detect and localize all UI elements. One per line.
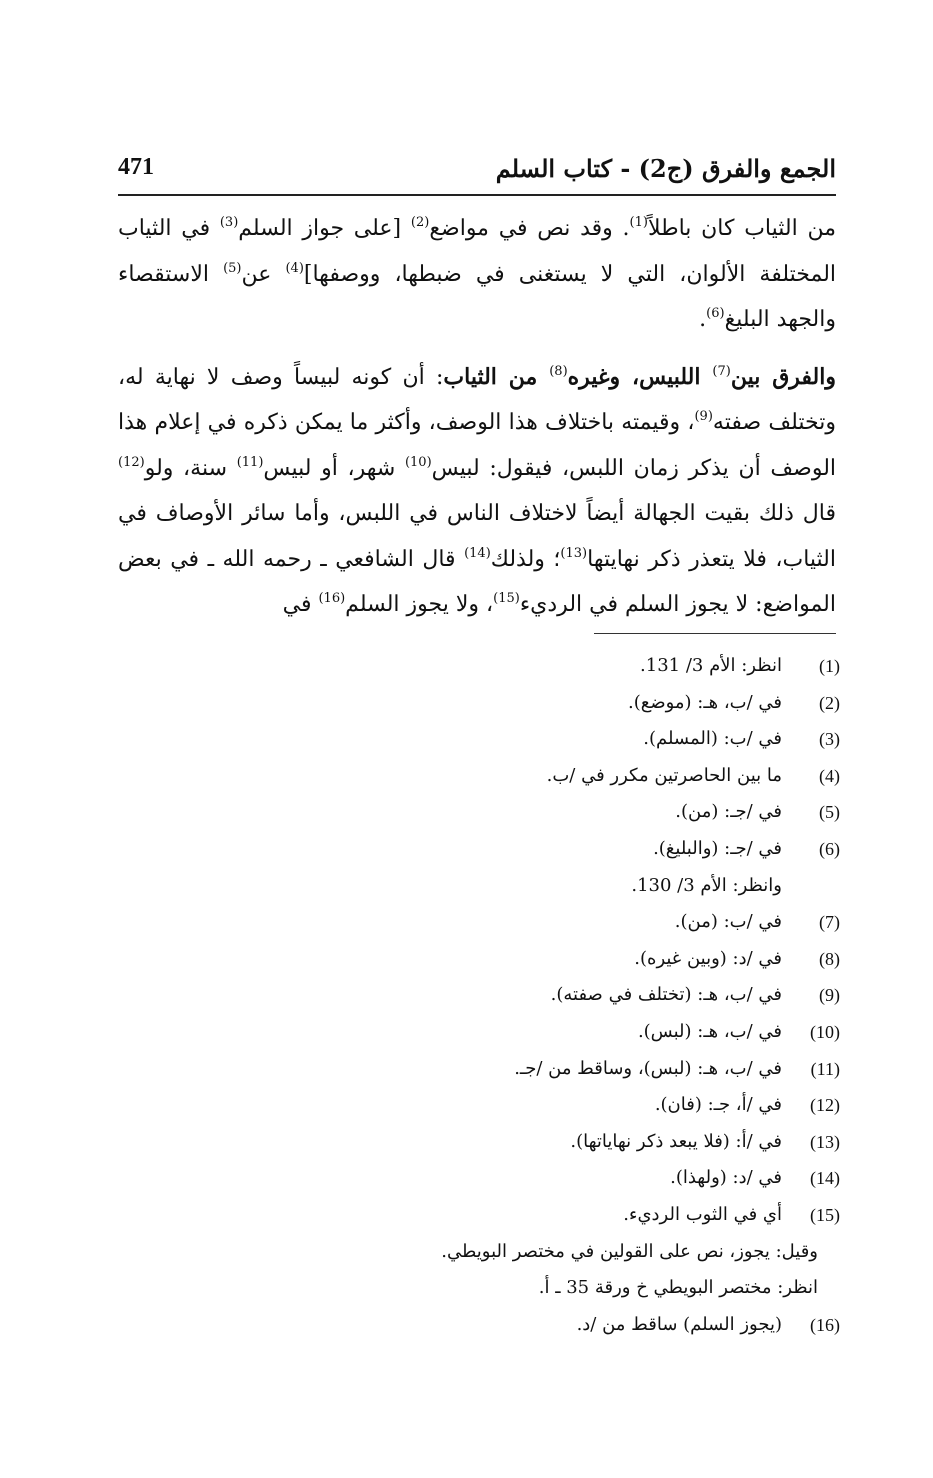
footnote-item — [200, 1160, 840, 1197]
header-rule — [118, 194, 836, 196]
text-segment: : أن كونه لبيساً وصف لا نهاية له، وتختلف صفته — [118, 364, 836, 435]
footnote-marker: (1) — [629, 215, 648, 230]
footnote-number: (6) — [819, 838, 840, 859]
footnote-text: في /جـ: (من). — [675, 801, 782, 823]
text-segment: . وقد نص في مواضع — [429, 216, 630, 241]
footnote-text: ما بين الحاصرتين مكرر في /ب. — [546, 764, 782, 786]
footnote-number: (14) — [810, 1168, 840, 1189]
bold-text-segment: من الثياب — [443, 363, 550, 390]
footnote-text: في /د: (ولهذا). — [670, 1167, 782, 1189]
text-segment: قال ذلك بقيت الجهالة أيضاً لاختلاف الناس في اللبس، وأما سائر الأوصاف في الثياب، فلا يتعذر ذكر نهايتها — [118, 501, 836, 572]
text-segment: ؛ ولذلك — [490, 546, 561, 572]
footnote-item — [200, 721, 840, 758]
footnote-item — [200, 1124, 840, 1161]
footnote-item — [200, 904, 840, 941]
footnote-marker: (13) — [560, 545, 588, 561]
footnote-marker: (10) — [404, 454, 432, 470]
footnote-text: وانظر: الأم 3/ 130. — [631, 874, 782, 896]
bold-text-segment: والفرق بين — [730, 363, 836, 390]
text-segment: من الثياب كان باطلاً — [647, 216, 836, 241]
bold-text-segment: اللبيس، وغيره — [567, 363, 713, 390]
footnote-text: في /أ: (فلا يبعد ذكر نهاياتها). — [570, 1130, 782, 1152]
footnote-item — [200, 1197, 840, 1234]
footnote-number: (8) — [819, 948, 840, 969]
footnote-item — [200, 1087, 840, 1124]
footnote-marker: (2) — [410, 215, 430, 230]
footnote-text: (يجوز السلم) ساقط من /د. — [576, 1313, 782, 1335]
footnote-marker: (12) — [118, 454, 145, 470]
footnote-marker: (9) — [694, 409, 713, 424]
footnote-marker: (7) — [712, 363, 731, 379]
page-number: 471 — [118, 154, 154, 180]
footnote-number: (10) — [810, 1021, 840, 1042]
footnote-text: انظر: مختصر البويطي خ ورقة 35 ـ أ. — [538, 1277, 818, 1299]
footnote-item — [200, 941, 840, 978]
footnote-number: (2) — [819, 692, 840, 713]
footnote-number: (5) — [819, 802, 840, 823]
footnote-number: (4) — [819, 765, 840, 786]
paragraph — [118, 206, 836, 343]
running-title: الجمع والفرق (ج2) - كتاب السلم — [495, 154, 836, 183]
footnote-text: انظر: الأم 3/ 131. — [640, 655, 782, 676]
footnote-marker: (6) — [706, 306, 725, 321]
footnote-text: في /ب: (المسلم). — [643, 728, 782, 750]
footnote-item — [200, 794, 840, 831]
text-segment: في — [282, 592, 319, 617]
footnote-item — [200, 1014, 840, 1051]
footnote-number: (3) — [819, 729, 840, 750]
footnote-number: (1) — [819, 656, 840, 676]
footnote-number: (7) — [819, 912, 840, 933]
footnote-item — [200, 868, 840, 905]
footnote-item — [200, 1051, 840, 1088]
footnote-number: (16) — [810, 1314, 840, 1335]
text-segment: [على جواز السلم — [238, 216, 411, 241]
text-segment: سنة، ولو — [144, 455, 237, 481]
footnote-text: في /جـ: (والبليغ). — [653, 837, 782, 859]
footnote-marker: (4) — [285, 260, 304, 276]
text-segment: . — [699, 307, 707, 332]
footnote-number: (12) — [810, 1095, 840, 1116]
footnote-text: في /ب، هـ: (لبس)، وساقط من /جـ. — [514, 1057, 782, 1079]
footnote-separator — [594, 633, 836, 634]
text-segment: ، وقيمته باختلاف هذا الوصف، وأكثر ما يمكن ذكره في إعلام هذا الوصف أن يذكر زمان اللبس، فيقول: لبيس — [118, 410, 837, 481]
footnote-item — [200, 758, 840, 795]
footnote-item — [200, 1270, 840, 1307]
footnote-text: في /ب، هـ: (تختلف في صفته). — [550, 984, 782, 1006]
footnote-number: (13) — [810, 1131, 840, 1152]
footnote-text: في /د: (وبين غيره). — [634, 947, 782, 969]
paragraph — [118, 355, 836, 628]
footnote-text: أي في الثوب الرديء. — [623, 1203, 782, 1225]
footnote-item — [200, 648, 840, 685]
text-segment: شهر، أو لبيس — [263, 455, 405, 481]
footnote-marker: (3) — [219, 215, 239, 230]
footnote-marker: (11) — [236, 454, 264, 470]
footnote-number: (15) — [810, 1204, 840, 1225]
footnote-marker: (5) — [223, 260, 242, 276]
footnote-item — [200, 977, 840, 1014]
text-segment: الاستقصاء والجهد البليغ — [118, 261, 836, 332]
text-segment: في الثياب المختلفة الألوان، التي لا يستغنى في ضبطها، ووصفها] — [118, 216, 837, 287]
footnote-marker: (8) — [549, 363, 568, 379]
footnote-text: في /ب: (من). — [674, 911, 782, 933]
running-header — [118, 148, 836, 192]
footnote-item — [200, 1307, 840, 1344]
text-segment: ، ولا يجوز السلم — [345, 592, 494, 617]
footnote-marker: (15) — [493, 591, 520, 606]
footnote-text: في /ب، هـ: (موضع). — [628, 691, 782, 713]
footnote-item — [200, 1234, 840, 1271]
footnote-text: في /أ، جـ: (فان). — [654, 1094, 782, 1116]
text-segment: قال الشافعي ـ رحمه الله ـ في بعض المواضع: لا يجوز السلم في الرديء — [118, 546, 836, 617]
footnotes — [200, 648, 840, 1343]
main-text — [118, 206, 836, 628]
text-segment: عن — [241, 261, 286, 287]
footnote-marker: (14) — [464, 545, 491, 561]
footnote-number: (11) — [810, 1058, 840, 1079]
footnote-marker: (16) — [318, 591, 346, 606]
footnote-text: وقيل: يجوز، نص على القولين في مختصر البويطي. — [441, 1240, 818, 1262]
footnote-item — [200, 831, 840, 868]
footnote-number: (9) — [819, 985, 840, 1006]
footnote-text: في /ب، هـ: (لبس). — [637, 1020, 782, 1042]
footnote-item — [200, 685, 840, 722]
